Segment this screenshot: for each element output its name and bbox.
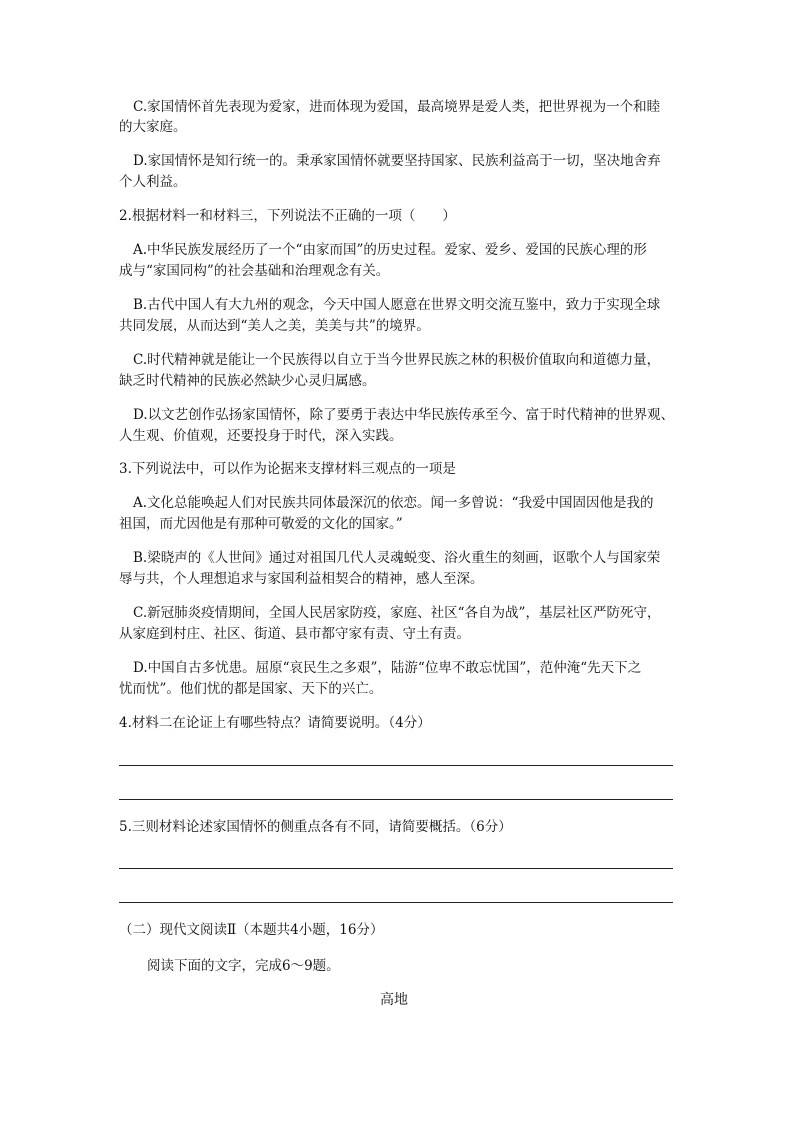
q1-option-d-line1: D.家国情怀是知行统一的。秉承家国情怀就要坚持国家、民族利益高于一切，坚决地舍弃 [133,153,661,169]
q1-option-d-line2: 个人利益。 [119,174,187,190]
q2-option-c-line1: C.时代精神就是能让一个民族得以自立于当今世界民族之林的积极价值取向和道德力量， [133,352,661,368]
q2-option-a-line1: A.中华民族发展经历了一个“由家而国”的历史过程。爱家、爱乡、爱国的民族心理的形 [133,242,647,258]
q2-option-d-line1: D.以文艺创作弘扬家国情怀，除了要勇于表达中华民族传承至今、富于时代精神的世界观、 [133,407,675,423]
q3-option-b-line1: B.梁晓声的《人世间》通过对祖国几代人灵魂蜕变、浴火重生的刻画，讴歌个人与国家荣 [133,550,661,566]
q2-option-a-line2: 成与“家国同构”的社会基础和治理观念有关。 [119,263,390,279]
q3-option-a-line1: A.文化总能唤起人们对民族共同体最深沉的依恋。闻一多曾说：“我爱中国固因他是我的 [133,495,654,511]
q5-answer-line-1[interactable] [119,868,673,869]
q5-answer-line-2[interactable] [119,902,673,903]
q3-option-a-line2: 祖国，而尤因他是有那种可敬爱的文化的国家。” [119,516,403,532]
q2-option-b-line1: B.古代中国人有大九州的观念，今天中国人愿意在世界文明交流互鉴中，致力于实现全球 [133,297,661,313]
q3-option-c-line2: 从家庭到村庄、社区、街道、县市都守家有责、守土有责。 [119,626,470,642]
q3-option-d-line1: D.中国自古多忧患。屈原“哀民生之多艰”，陆游“位卑不敢忘忧国”，范仲淹“先天下之 [133,660,642,676]
q1-option-c-line2: 的大家庭。 [119,119,187,135]
q3-option-c-line1: C.新冠肺炎疫情期间，全国人民居家防疫，家庭、社区“各自为战”，基层社区严防死守， [133,605,661,621]
q2-stem: 2.根据材料一和材料三，下列说法不正确的一项（ ） [119,208,456,224]
section2-heading: （二）现代文阅读Ⅱ（本题共4小题，16分） [119,922,384,938]
q4-stem: 4.材料二在论证上有哪些特点？请简要说明。（4分） [119,715,431,731]
q3-option-b-line2: 辱与共，个人理想追求与家国利益相契合的精神，感人至深。 [119,571,484,587]
q3-stem: 3.下列说法中，可以作为论据来支撑材料三观点的一项是 [119,461,456,477]
q4-answer-line-2[interactable] [119,799,673,800]
q2-option-c-line2: 缺乏时代精神的民族必然缺少心灵归属感。 [119,373,376,389]
section2-instruction: 阅读下面的文字，完成6～9题。 [147,958,340,974]
q5-stem: 5.三则材料论述家国情怀的侧重点各有不同，请简要概括。（6分） [119,819,512,835]
q2-option-b-line2: 共同发展，从而达到“美人之美，美美与共”的境界。 [119,318,430,334]
q2-option-d-line2: 人生观、价值观，还要投身于时代，深入实践。 [119,428,403,444]
q3-option-d-line2: 忧而忧”。他们忧的都是国家、天下的兴亡。 [119,681,383,697]
passage-title: 高地 [380,992,408,1008]
q4-answer-line-1[interactable] [119,765,673,766]
q1-option-c-line1: C.家国情怀首先表现为爱家，进而体现为爱国，最高境界是爱人类，把世界视为一个和睦 [133,99,661,115]
